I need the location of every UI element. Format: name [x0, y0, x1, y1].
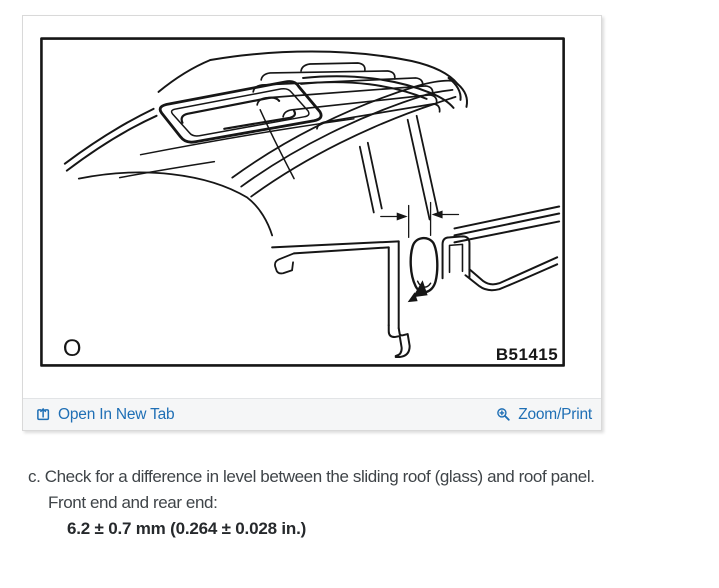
figure-code-label: B51415: [495, 344, 559, 364]
instruction-block: [28, 464, 719, 542]
corner-mark: O: [62, 334, 82, 362]
open-in-new-tab-label: Open In New Tab: [58, 405, 175, 423]
open-in-new-tab-icon: [36, 407, 51, 422]
cross-section-detail: [272, 203, 559, 357]
diagram-border: [41, 39, 563, 366]
instruction-step-line: c. Check for a difference in level between the sliding roof (glass) and roof panel.: [28, 467, 595, 486]
roof-pillars: [360, 116, 439, 220]
car-roof-illustration: [65, 52, 467, 236]
magnifier-plus-icon: [496, 407, 511, 422]
figure-area: [23, 16, 601, 399]
instruction-sub-line: Front end and rear end:: [48, 493, 218, 512]
instruction-spec-line: 6.2 ± 0.7 mm (0.264 ± 0.028 in.): [67, 519, 307, 538]
dimension-arrows: [381, 203, 459, 238]
sunroof-diagram: [23, 16, 601, 399]
zoom-print-link[interactable]: [496, 406, 592, 424]
open-in-new-tab-link[interactable]: [36, 406, 174, 424]
figure-panel: [22, 15, 602, 431]
figure-toolbar: [23, 398, 601, 430]
zoom-print-label: Zoom/Print: [518, 405, 592, 423]
sunroof-glass: [120, 81, 354, 178]
